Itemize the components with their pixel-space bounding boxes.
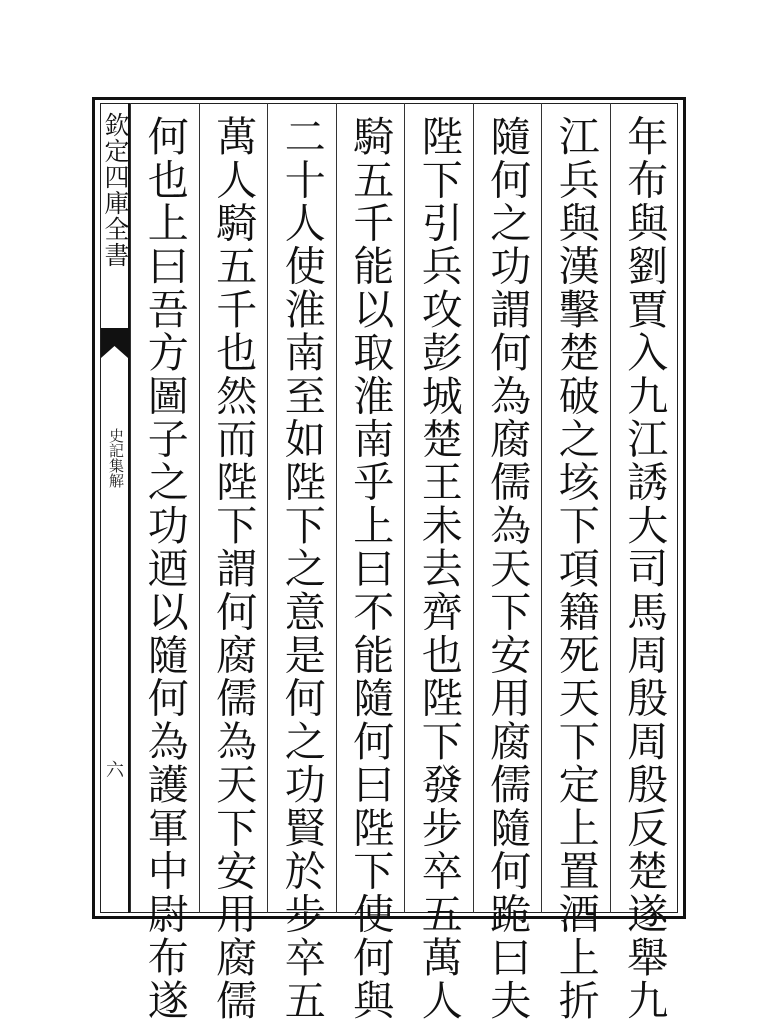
column-text: 何也上曰吾方圖子之功迺以隨何為護軍中尉布遂 [140,115,189,1023]
text-column-2 [541,103,610,1023]
book-title: 史記集解 [107,428,125,488]
text-column-1 [610,103,679,1023]
page-number: 六 [103,760,124,778]
text-column-8 [130,103,199,1023]
text-column-7 [199,103,268,1023]
column-text: 年布與劉賈入九江誘大司馬周殷周殷反楚遂舉九 [620,115,669,1023]
text-column-4 [404,103,473,1023]
column-text: 隨何之功謂何為腐儒為天下安用腐儒隨何跪曰夫 [483,115,532,1023]
text-column-3 [473,103,542,1023]
column-text: 陛下引兵攻彭城楚王未去齊也陛下發步卒五萬人 [414,115,463,1023]
text-columns [130,103,678,1023]
column-text: 江兵與漢擊楚破之垓下項籍死天下定上置酒上折 [551,115,600,1023]
column-text: 萬人騎五千也然而陛下謂何腐儒為天下安用腐儒 [209,115,258,1023]
column-text: 騎五千能以取淮南乎上曰不能隨何曰陛下使何與 [346,115,395,1023]
collection-title: 欽定四庫全書 [101,112,130,268]
text-column-6 [267,103,336,1023]
text-column-5 [336,103,405,1023]
column-text: 二十人使淮南至如陛下之意是何之功賢於步卒五 [277,115,326,1023]
